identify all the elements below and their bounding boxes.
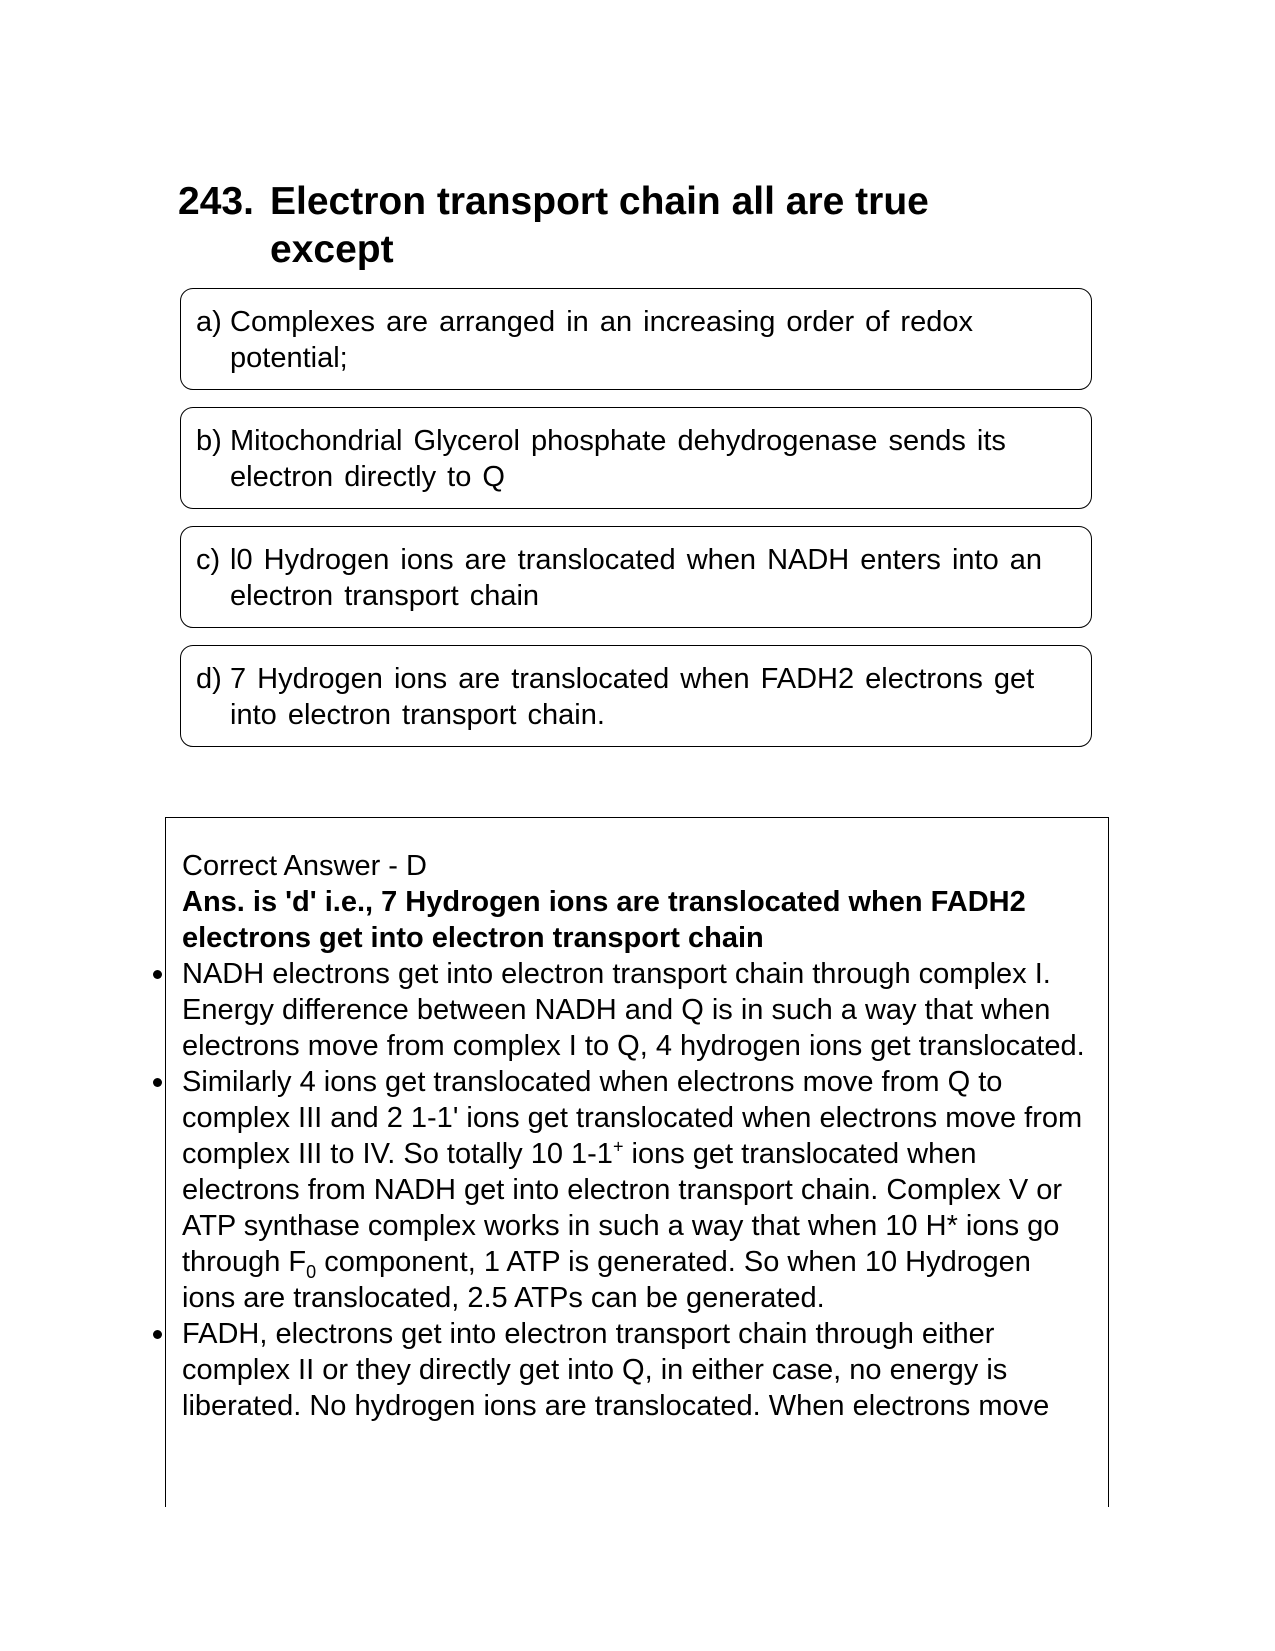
option-letter: c) bbox=[196, 544, 221, 576]
answer-box bbox=[165, 817, 1109, 1507]
answer-content bbox=[182, 848, 1092, 1424]
superscript: + bbox=[612, 1136, 624, 1157]
option-letter: d) bbox=[196, 663, 222, 695]
list-item bbox=[182, 1064, 1092, 1316]
correct-answer-heading: Correct Answer - D bbox=[182, 850, 427, 882]
bullet-icon bbox=[153, 1078, 162, 1087]
option-d[interactable] bbox=[180, 645, 1092, 747]
explanation-list bbox=[182, 956, 1092, 1424]
option-text: 7 Hydrogen ions are translocated when FADH2 electrons get into electron transport chain. bbox=[230, 663, 1035, 731]
bullet-text: NADH electrons get into electron transport chain through complex I. Energy difference between NADH and Q is in such a way that when electrons move from complex I to Q, 4 hydrogen ions get translocated. bbox=[182, 958, 1085, 1062]
question-number: 243. bbox=[178, 180, 254, 223]
option-text: Mitochondrial Glycerol phosphate dehydrogenase sends its electron directly to Q bbox=[230, 425, 1006, 493]
question-text: Electron transport chain all are true except bbox=[270, 180, 929, 271]
option-c[interactable] bbox=[180, 526, 1092, 628]
bullet-icon bbox=[153, 970, 162, 979]
option-b[interactable] bbox=[180, 407, 1092, 509]
option-letter: b) bbox=[196, 425, 222, 457]
list-item bbox=[182, 1316, 1092, 1424]
list-item bbox=[182, 956, 1092, 1064]
option-letter: a) bbox=[196, 306, 222, 338]
answer-explanation-title: Ans. is 'd' i.e., 7 Hydrogen ions are translocated when FADH2 electrons get into electron transport chain bbox=[182, 886, 1026, 954]
option-text: l0 Hydrogen ions are translocated when NADH enters into an electron transport chain bbox=[230, 544, 1043, 612]
subscript: 0 bbox=[306, 1261, 317, 1282]
bullet-text-part1: Similarly 4 ions get translocated when electrons move from Q to complex III and 2 1-1' ions get translocated when electrons move from complex III to IV. So totally 10 1-1 bbox=[182, 1066, 1083, 1170]
bullet-text-part2: ions get translocated when electrons from NADH get into electron transport chain. Complex V or ATP synthase complex works in such a way that when 10 H* ions go through F bbox=[182, 1138, 1063, 1278]
bullet-icon bbox=[153, 1330, 162, 1339]
bullet-text: FADH, electrons get into electron transport chain through either complex II or they directly get into Q, in either case, no energy is liberated. No hydrogen ions are translocated. When electrons move bbox=[182, 1318, 1050, 1422]
bullet-text-part3: component, 1 ATP is generated. So when 10 Hydrogen ions are translocated, 2.5 ATPs can be generated. bbox=[182, 1246, 1031, 1314]
option-text: Complexes are arranged in an increasing order of redox potential; bbox=[230, 306, 973, 374]
option-a[interactable] bbox=[180, 288, 1092, 390]
